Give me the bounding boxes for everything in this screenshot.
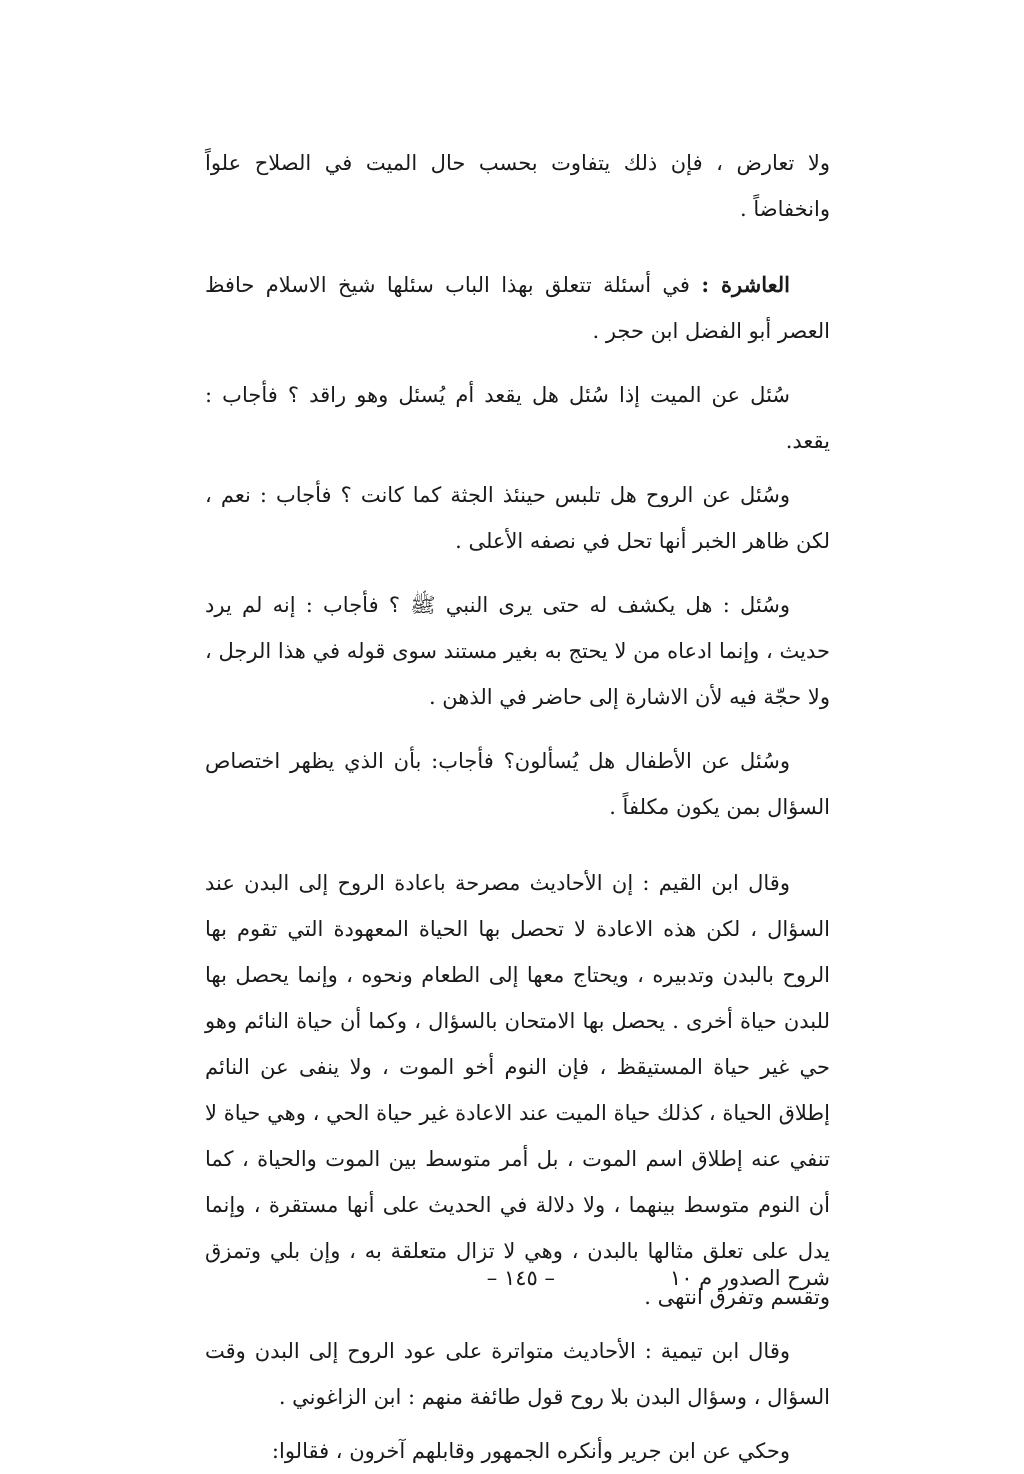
paragraph-1: ولا تعارض ، فإن ذلك يتفاوت بحسب حال الميت في الصلاح علواً وانخفاضاً . [205, 151, 831, 221]
paragraph-6: وسُئل عن الأطفال هل يُسألون؟ فأجاب: بأن الذي يظهر اختصاص السؤال بمن يكون مكلفاً . [205, 749, 830, 819]
paragraph-8: وقال ابن تيمية : الأحاديث متواترة على عود الروح إلى البدن وقت السؤال ، وسؤال البدن بلا روح قول طائفة منهم : ابن الزاغوني . [205, 1339, 830, 1409]
paragraph-9: وحكي عن ابن جرير وأنكره الجمهور وقابلهم آخرون ، فقالوا: [271, 1439, 790, 1463]
page-number: – ١٤٥ – [486, 1266, 555, 1290]
paragraph-2 [205, 262, 830, 354]
paragraph-7: وقال ابن القيم : إن الأحاديث مصرحة باعادة الروح إلى البدن عند السؤال ، لكن هذه الاعادة لا تحصل بها الحياة المعهودة التي تقوم بها الروح بالبدن وتدبيره ، ويحتاج معها إلى الطعام ونحوه ، وإنما يحصل بها للبدن حياة أخرى . يحصل بها الامتحان بالسؤال ، وكما أن حياة النائم وهو حي غير حياة المستيقظ ، فإن النوم أخو الموت ، ولا ينفى عن النائم إطلاق الحياة ، كذلك حياة الميت عند الاعادة غير حياة الحي ، وهي حياة لا تنفي عنه إطلاق اسم الموت ، بل أمر متوسط بين الموت والحياة ، كما أن النوم متوسط بينهما ، ولا دلالة في الحديث على أنها مستقرة ، وإنما يدل على تعلق مثالها بالبدن ، وهي لا تزال متعلقة به ، وإن بلي وتمزق وتقسم وتفرق انتهى . [205, 871, 830, 1309]
paragraph-2-text: في أسئلة تتعلق بهذا الباب سئلها شيخ الاسلام حافظ العصر أبو الفضل ابن حجر . [205, 273, 830, 343]
footer-book-title: شرح الصدور م ١٠ [669, 1266, 830, 1290]
paragraph-5: وسُئل : هل يكشف له حتى يرى النبي ﷺ ؟ فأجاب : إنه لم يرد حديث ، وإنما ادعاه من لا يحتج به بغير مستند سوى قوله في هذا الرجل ، ولا حجّة فيه لأن الاشارة إلى حاضر في الذهن . [205, 593, 830, 709]
paragraph-2-lead: العاشرة : [701, 272, 790, 297]
page-body [205, 140, 831, 1463]
paragraph-4: وسُئل عن الروح هل تلبس حينئذ الجثة كما كانت ؟ فأجاب : نعم ، لكن ظاهر الخبر أنها تحل في نصفه الأعلى . [205, 483, 830, 553]
paragraph-3: سُئل عن الميت إذا سُئل هل يقعد أم يُسئل وهو راقد ؟ فأجاب : يقعد. [205, 383, 830, 453]
page-footer [205, 1258, 830, 1298]
